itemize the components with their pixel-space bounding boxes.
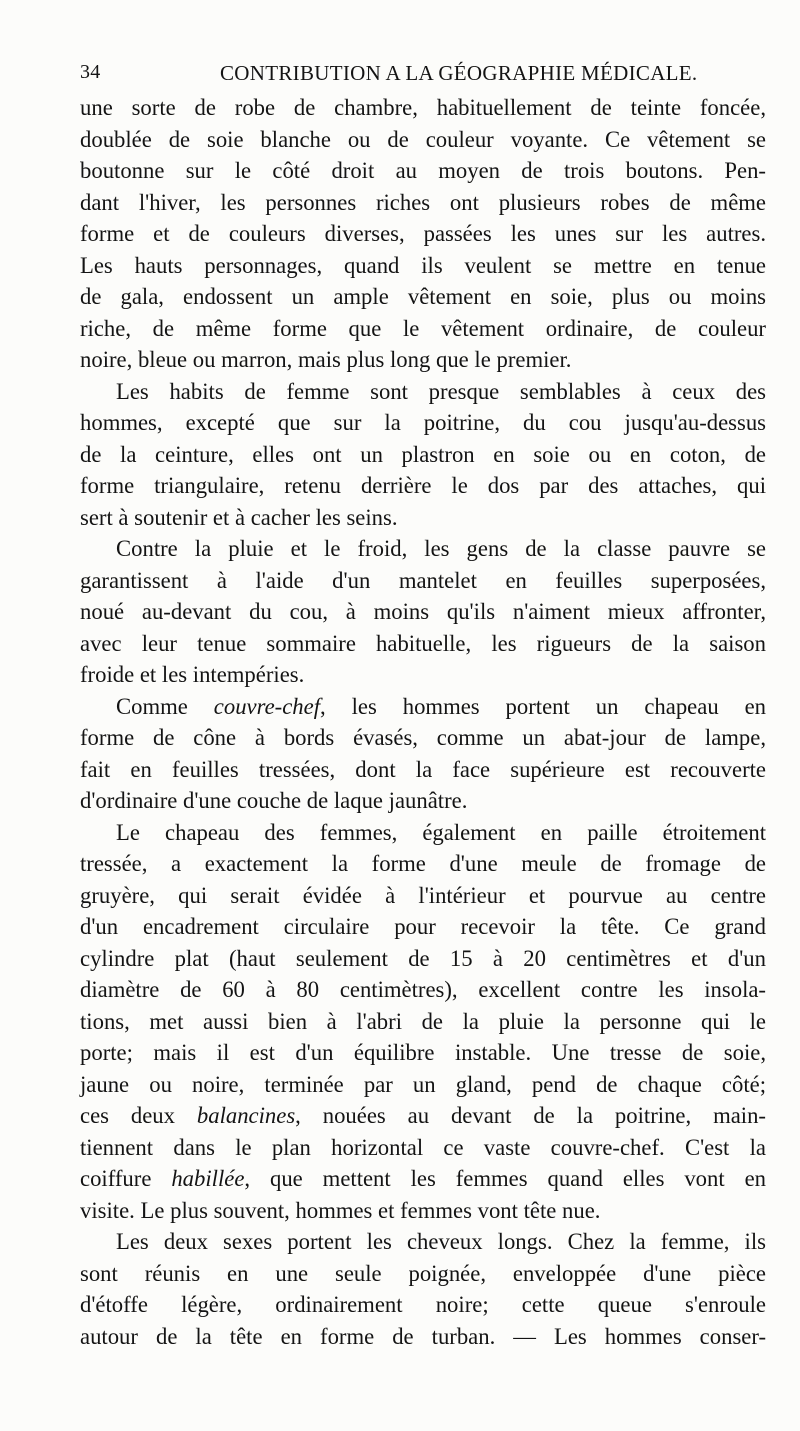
text-run: ces deux	[80, 1103, 197, 1128]
running-title: CONTRIBUTION A LA GÉOGRAPHIE MÉDICALE.	[220, 61, 698, 85]
text-run: , nouées au devant de la poitrine, main-	[295, 1103, 766, 1128]
text-line: froide et les intempéries.	[80, 662, 305, 687]
text-line	[80, 1163, 766, 1195]
text-line: tiennent dans le plan horizontal ce vaste couvre-chef. C'est la	[80, 1134, 766, 1160]
text-run: , que mettent les femmes quand elles vont en	[244, 1166, 766, 1191]
text-line: sert à soutenir et à cacher les seins.	[80, 504, 398, 530]
text-line: forme triangulaire, retenu derrière le dos par des attaches, qui	[80, 473, 766, 498]
text-line: doublée de soie blanche ou de couleur voyante. Ce vêtement se	[80, 126, 766, 152]
text-line: d'un encadrement circulaire pour recevoir la tête. Ce grand	[80, 914, 766, 939]
text-line: fait en feuilles tressées, dont la face supérieure est recouverte	[80, 756, 766, 782]
text-line: autour de la tête en forme de turban. — Les hommes conser-	[80, 1323, 766, 1349]
page-number: 34	[80, 61, 101, 83]
text-line: diamètre de 60 à 80 centimètres), excellent contre les insola-	[80, 977, 766, 1002]
text-line: cylindre plat (haut seulement de 15 à 20 centimètres et d'un	[80, 945, 766, 971]
text-line: forme de cône à bords évasés, comme un abat-jour de lampe,	[80, 725, 766, 750]
text-run: Comme	[116, 693, 214, 719]
text-line: d'ordinaire d'une couche de laque jaunâtre.	[80, 788, 468, 813]
text-line: noire, bleue ou marron, mais plus long que le premier.	[80, 347, 572, 372]
text-line: Les hauts personnages, quand ils veulent se mettre en tenue	[80, 252, 766, 278]
text-line: noué au-devant du cou, à moins qu'ils n'aiment mieux affronter,	[80, 599, 766, 624]
italic-term: balancines	[196, 1103, 296, 1128]
text-line	[80, 691, 766, 723]
body-text	[80, 92, 766, 1352]
text-line: Les habits de femme sont presque semblables à ceux des	[116, 378, 766, 404]
text-line: de la ceinture, elles ont un plastron en soie ou en coton, de	[80, 441, 766, 467]
text-line	[80, 1100, 766, 1132]
italic-term: couvre-chef	[213, 693, 321, 719]
text-run: , les hommes portent un chapeau en	[320, 693, 767, 719]
text-line: sont réunis en une seule poignée, enveloppée d'une pièce	[80, 1260, 766, 1286]
text-run: coiffure	[80, 1166, 172, 1191]
text-line: visite. Le plus souvent, hommes et femmes vont tête nue.	[80, 1197, 601, 1223]
text-line: une sorte de robe de chambre, habituellement de teinte foncée,	[80, 95, 766, 120]
text-line: garantissent à l'aide d'un mantelet en feuilles superposées,	[80, 567, 766, 593]
text-line: boutonne sur le côté droit au moyen de trois boutons. Pen-	[80, 158, 766, 183]
text-line: dant l'hiver, les personnes riches ont plusieurs robes de même	[80, 189, 766, 215]
text-line: riche, de même forme que le vêtement ordinaire, de couleur	[80, 315, 766, 341]
text-line: avec leur tenue sommaire habituelle, les rigueurs de la saison	[80, 630, 766, 656]
text-line: porte; mais il est d'un équilibre instable. Une tresse de soie,	[80, 1040, 766, 1065]
text-line: de gala, endossent un ample vêtement en soie, plus ou moins	[80, 284, 766, 309]
page-header	[80, 55, 760, 91]
italic-term: habillée	[171, 1166, 245, 1191]
text-line: hommes, excepté que sur la poitrine, du cou jusqu'au-dessus	[80, 410, 766, 435]
text-line: forme et de couleurs diverses, passées les unes sur les autres.	[80, 221, 766, 246]
text-line: jaune ou noire, terminée par un gland, pend de chaque côté;	[80, 1071, 766, 1097]
text-line: tressée, a exactement la forme d'une meule de fromage de	[80, 851, 766, 876]
text-line: d'étoffe légère, ordinairement noire; cette queue s'enroule	[80, 1292, 766, 1317]
text-line: tions, met aussi bien à l'abri de la pluie la personne qui le	[80, 1008, 766, 1034]
text-line: Les deux sexes portent les cheveux longs. Chez la femme, ils	[116, 1229, 766, 1254]
text-line: Contre la pluie et le froid, les gens de la classe pauvre se	[116, 536, 766, 561]
text-line: gruyère, qui serait évidée à l'intérieur et pourvue au centre	[80, 882, 766, 908]
text-line: Le chapeau des femmes, également en paille étroitement	[116, 819, 766, 845]
